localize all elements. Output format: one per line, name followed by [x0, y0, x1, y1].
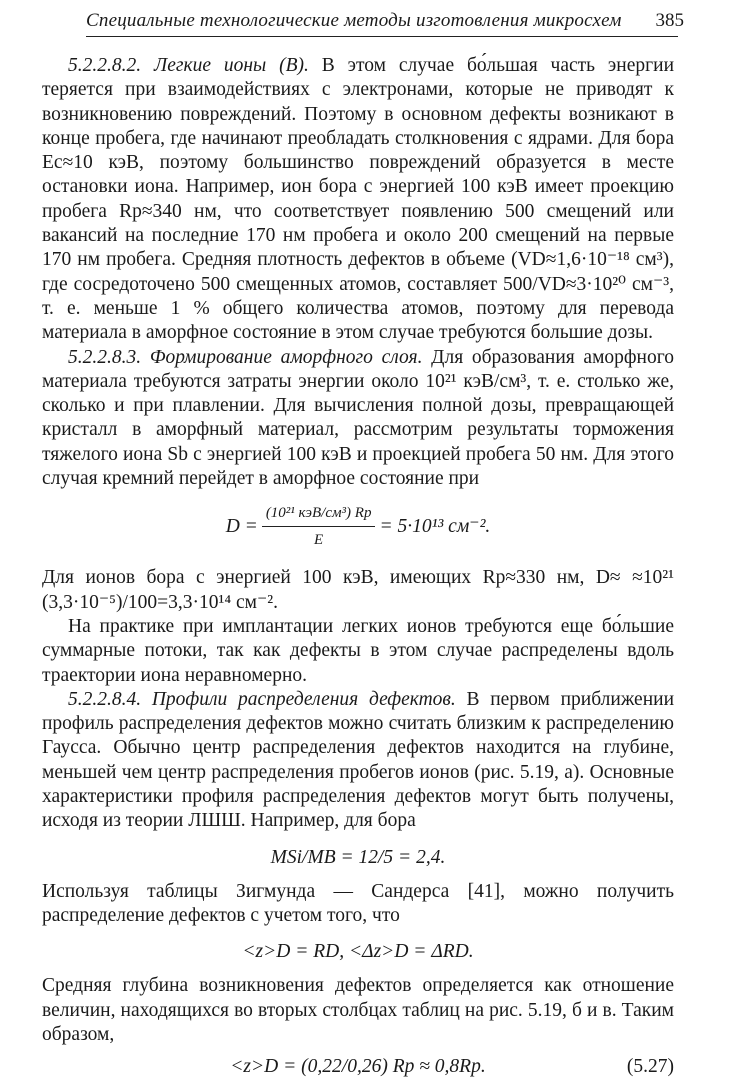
formula-mean-depth-line: [42, 1055, 674, 1079]
formula-dose-fraction: [262, 501, 376, 552]
formula-mass-ratio: MSi/MB = 12/5 = 2,4.: [270, 846, 446, 868]
paragraph-mean-depth: Средняя глубина возникновения дефектов определяется как отношение величин, находящихся во вторых столбцах таблиц на рис. 5.19, б и в. Таким образом,: [42, 975, 674, 1045]
paragraph-practice: На практике при имплантации легких ионов требуются еще бо́льшие суммарные потоки, так как дефекты в этом случае распределены вдоль траектории иона неравномерно.: [42, 615, 674, 686]
paragraph-text: В первом приближении профиль распределения дефектов можно считать близким к распределению Гаусса. Обычно центр распределения дефектов находится на глубине, меньшей чем центр распределения пробегов ионов (рис. 5.19, а). Основные характеристики профиля распределения дефектов могут быть получены, исходя из теории ЛШШ. Например, для бора: [42, 688, 675, 832]
running-title: Специальные технологические методы изготовления микросхем: [86, 10, 622, 31]
page-header: [86, 6, 684, 37]
paragraph-boron-dose: Для ионов бора с энергией 100 кэВ, имеющих Rp≈330 нм, D≈ ≈10²¹ (3,3·10⁻⁵)/100=3,3·10¹⁴ см⁻².: [42, 567, 674, 613]
section-heading-defect-profiles: 5.2.2.8.4. Профили распределения дефектов.: [68, 688, 456, 710]
formula-moments: <z>D = RD, <Δz>D = ΔRD.: [242, 941, 474, 963]
section-heading-amorphous-layer: 5.2.2.8.3. Формирование аморфного слоя.: [68, 346, 423, 368]
paragraph-text: В этом случае бо́льшая часть энергии теряется при взаимодействиях с электронами, которые не приводят к возникновению повреждений. Поэтому в основном дефекты возникают в конце пробега, где начинают преобладать столкновения с ядрами. Для бора Eс≈10 кэВ, поэтому большинство повреждений образуется в месте остановки иона. Например, ион бора с энергией 100 кэВ имеет проекцию пробега Rp≈340 нм, что соответствует появлению 500 смещений или вакансий на последние 170 нм пробега и около 200 смещений на первые 170 нм пробега. Средняя плотность дефектов в объеме (VD≈1,6·10⁻¹⁸ см³), где сосредоточено 500 смещенных атомов, составляет 500/VD≈3·10²⁰ см⁻³, т. е. меньше 1 % общего количества атомов, поэтому для перевода материала в аморфное состояние в этом случае требуются большие дозы.: [42, 55, 675, 344]
equation-number: (5.27): [626, 1056, 674, 1078]
page-body: [42, 54, 674, 1079]
formula-dose-rhs: = 5·10¹³ см⁻².: [379, 515, 491, 537]
formula-dose-numerator: (10²¹ кэВ/см³) Rp: [262, 501, 376, 527]
formula-dose: [42, 501, 674, 552]
section-heading-light-ions: 5.2.2.8.2. Легкие ионы (B).: [68, 55, 309, 76]
formula-dose-lhs: D =: [225, 515, 258, 537]
paragraph-amorphous-layer: [42, 346, 674, 492]
paragraph-light-ions: [42, 54, 674, 346]
paragraph-defect-profiles: [42, 688, 674, 834]
paragraph-sigmund-sanders: Используя таблицы Зигмунда — Сандерса [41], можно получить распределение дефектов с учетом того, что: [42, 880, 674, 926]
formula-dose-denominator: E: [314, 532, 324, 549]
page-number: 385: [655, 10, 684, 31]
formula-mean-depth: <z>D = (0,22/0,26) Rp ≈ 0,8Rp.: [230, 1056, 486, 1078]
paragraph-text: Для образования аморфного материала требуются затраты энергии около 10²¹ кэВ/см³, т. е. столько же, сколько и при плавлении. Для вычисления полной дозы, превращающей кристалл в аморфный материал, рассмотрим результаты торможения тяжелого иона Sb с энергией 100 кэВ и проекцией пробега 50 нм. Для этого случая кремний перейдет в аморфное состояние при: [42, 346, 674, 490]
